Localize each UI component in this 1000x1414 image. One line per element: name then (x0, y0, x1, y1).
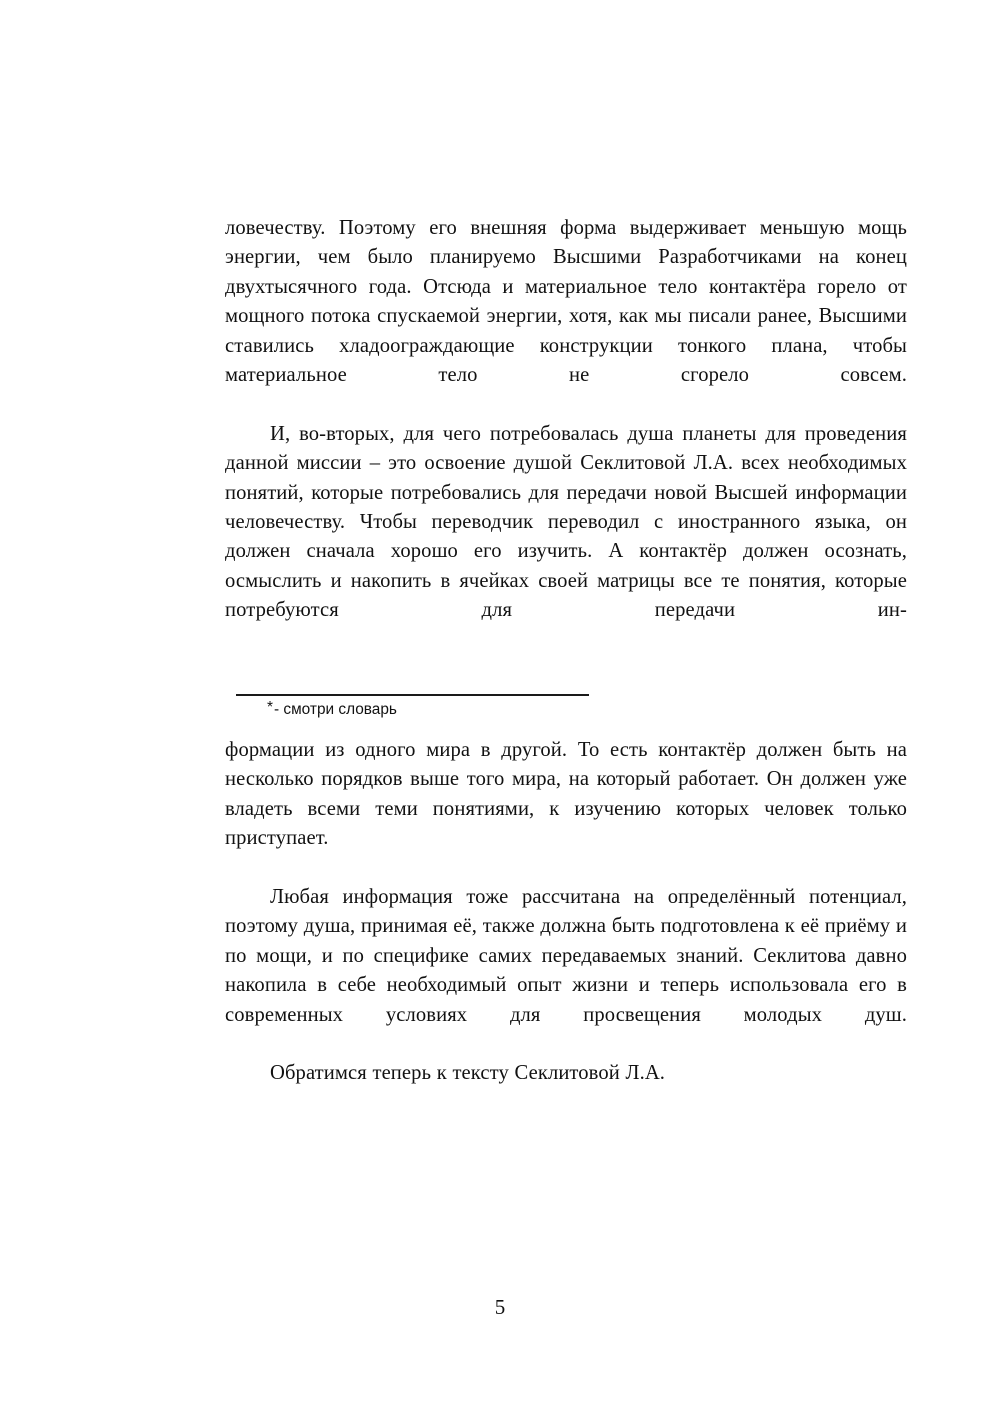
footnote-line (267, 698, 907, 720)
page-number: 5 (494, 1295, 506, 1319)
body-text-upper (225, 214, 907, 655)
paragraph-3: формации из одного мира в другой. То есть контактёр должен быть на несколько порядков выше того мира, на который работает. Он должен уже владеть всеми теми понятиями, к изучению которых человек только приступает. (225, 739, 907, 850)
body-text-lower (225, 736, 907, 1089)
footnote-separator-rule (236, 694, 589, 696)
footnote-label: - смотри словарь (274, 701, 397, 718)
paragraph-5: Обратимся теперь к тексту Секлитовой Л.А. (270, 1062, 666, 1085)
footnote-marker-asterisk: * (267, 699, 273, 716)
paragraph-4: Любая информация тоже рассчитана на определённый потенциал, поэтому душа, принимая её, также должна быть подготовлена к её приёму и по мощи, и по специфике самих передаваемых знаний. Секлитова давно накопила в себе необходимый опыт жизни и теперь использовала его в современных условиях для просвещения молодых душ. (225, 886, 907, 1026)
paragraph-1: ловечеству. Поэтому его внешняя форма выдерживает меньшую мощь энергии, чем было планируемо Высшими Разработчиками на конец двухтысячного года. Отсюда и материальное тело контактёра горело от мощного потока спускаемой энергии, хотя, как мы писали ранее, Высшими ставились хладоограждающие конструкции тонкого плана, чтобы материальное тело не сгорело совсем. (225, 217, 907, 387)
paragraph-2: И, во-вторых, для чего потребовалась душа планеты для проведения данной миссии – это освоение душой Секлитовой Л.А. всех необходимых понятий, которые потребовались для передачи новой Высшей информации человечеству. Чтобы переводчик переводил с иностранного языка, он должен сначала хорошо его изучить. А контактёр должен осознать, осмыслить и накопить в ячейках своей матрицы все те понятия, которые потребуются для передачи ин- (225, 422, 907, 622)
footnote-block (225, 694, 907, 720)
